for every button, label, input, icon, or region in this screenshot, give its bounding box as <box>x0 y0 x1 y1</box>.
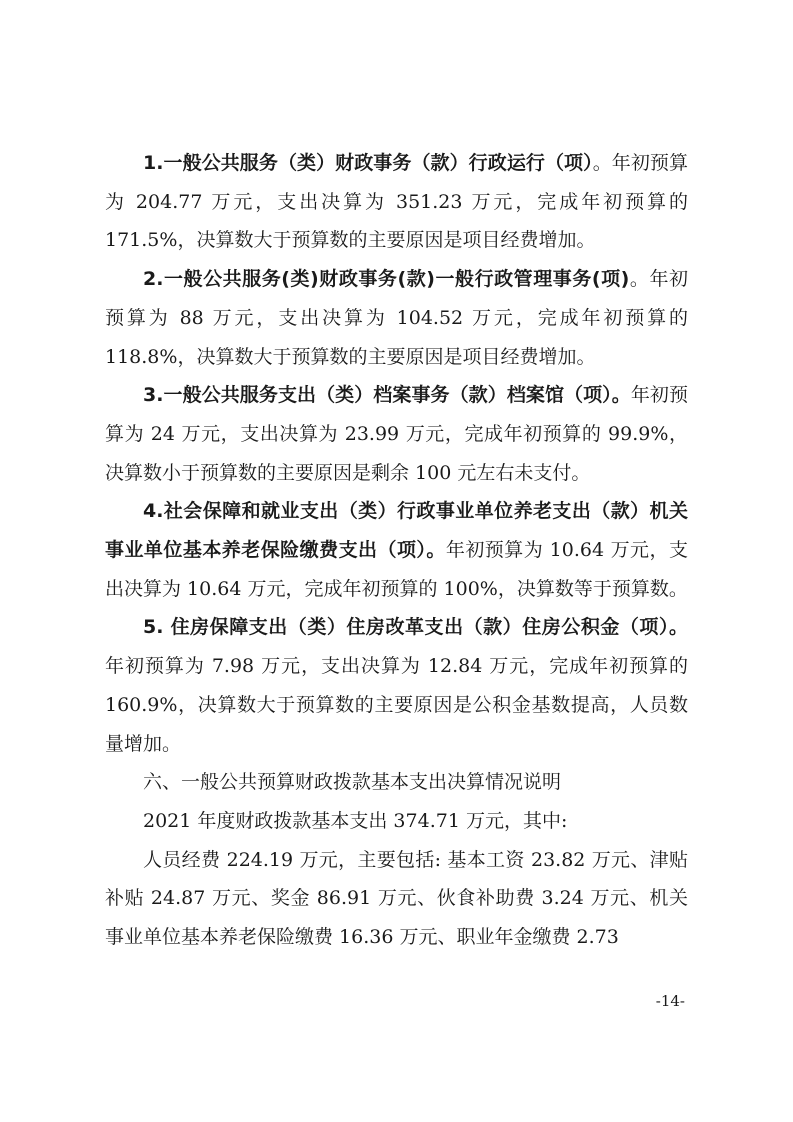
item-4-title: 4.社会保障和就业支出（类）行政事业单位养老支出（款）机关事业单位基本养老保险缴费支出（项）。 <box>105 500 688 562</box>
item-1-text: 。年初预算为 204.77 万元，支出决算为 351.23 万元，完成年初预算的 171.5%，决算数大于预算数的主要原因是项目经费增加。 <box>105 152 688 252</box>
page-number: -14- <box>655 992 685 1010</box>
item-3-title: 3.一般公共服务支出（类）档案事务（款）档案馆（项）。 <box>143 384 631 407</box>
item-2-text: 。年初预算为 88 万元，支出决算为 104.52 万元，完成年初预算的 118.8%，决算数大于预算数的主要原因是项目经费增加。 <box>105 268 688 368</box>
section-heading: 六、一般公共预算财政拨款基本支出决算情况说明 <box>143 771 562 794</box>
personnel-paragraph: 人员经费 224.19 万元，主要包括: 基本工资 23.82 万元、津贴补贴 24.87 万元、奖金 86.91 万元、伙食补助费 3.24 万元、机关事业单位基本养老保险缴费 16.36 万元、职业年金缴费 2.73 <box>105 848 688 949</box>
paragraph-item-1 <box>105 144 688 260</box>
summary-paragraph: 2021 年度财政拨款基本支出 374.71 万元，其中: <box>143 809 568 832</box>
item-5-text: 年初预算为 7.98 万元，支出决算为 12.84 万元，完成年初预算的 160.9%，决算数大于预算数的主要原因是公积金基数提高，人员数量增加。 <box>105 655 688 755</box>
item-1-title: 1.一般公共服务（类）财政事务（款）行政运行（项） <box>143 152 593 174</box>
paragraph-item-5 <box>105 608 688 763</box>
paragraph-item-3 <box>105 376 688 492</box>
paragraph-item-2 <box>105 260 688 376</box>
item-3-text: 年初预算为 24 万元，支出决算为 23.99 万元，完成年初预算的 99.9%，决算数小于预算数的主要原因是剩余 100 元左右未支付。 <box>105 384 688 484</box>
item-2-title: 2.一般公共服务(类)财政事务(款)一般行政管理事务(项) <box>143 268 630 291</box>
item-5-title: 5. 住房保障支出（类）住房改革支出（款）住房公积金（项）。 <box>143 616 688 639</box>
paragraph-item-4 <box>105 492 688 608</box>
document-body <box>105 144 688 957</box>
item-4-text: 年初预算为 10.64 万元，支出决算为 10.64 万元，完成年初预算的 100%，决算数等于预算数。 <box>105 539 688 600</box>
